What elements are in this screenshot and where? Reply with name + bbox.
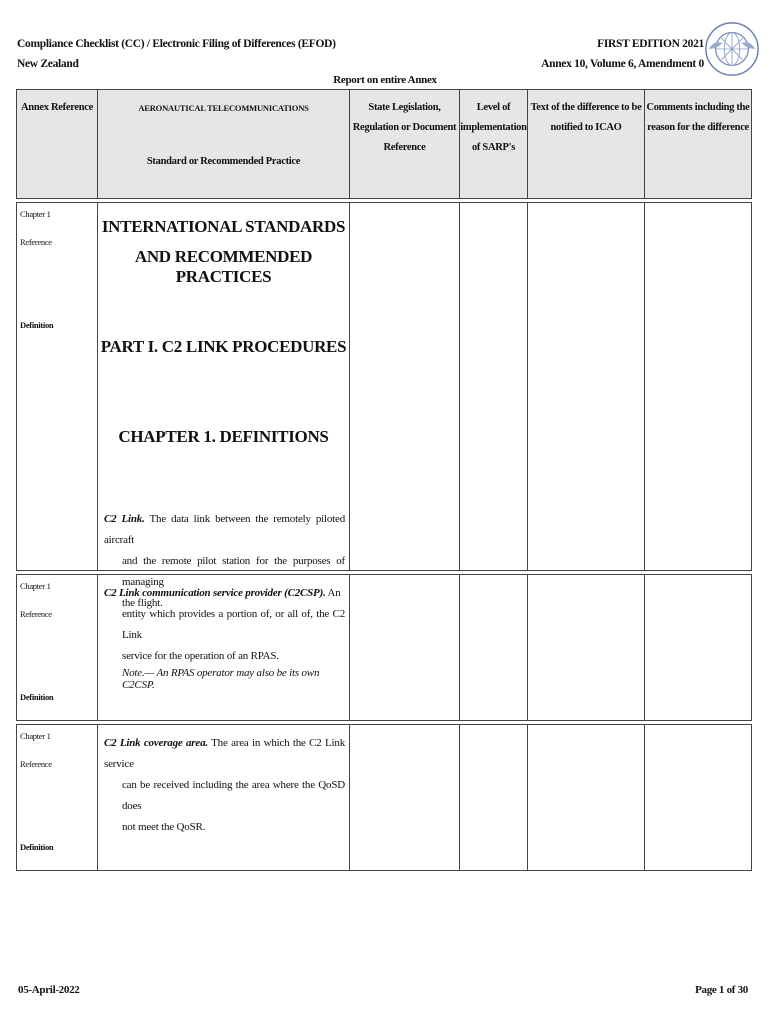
col-standard <box>98 90 350 199</box>
annex-info: Annex 10, Volume 6, Amendment 0 <box>541 58 704 70</box>
sarp-label: Standard or Recommended Practice <box>146 156 301 167</box>
part-heading: PART I. C2 LINK PROCEDURES <box>100 337 347 356</box>
annex-reference-cell <box>17 203 98 571</box>
annex-reference-cell <box>17 725 98 871</box>
document-header-left <box>17 34 336 74</box>
edition-label: FIRST EDITION 2021 <box>597 38 704 50</box>
difference-cell[interactable] <box>528 725 645 871</box>
comments-cell[interactable] <box>645 203 752 571</box>
difference-cell[interactable] <box>528 575 645 721</box>
reference-label: Reference <box>20 759 52 769</box>
definition-label: Definition <box>20 692 54 702</box>
implementation-cell[interactable] <box>460 203 528 571</box>
checklist-title: Compliance Checklist (CC) / Electronic Filing of Differences (EFOD) <box>17 38 336 50</box>
definition-text: C2 Link coverage area. The area in which the C2 Link service can be received including the area where the QoSD does not meet the QoSR. <box>104 737 346 833</box>
definition-label: Definition <box>20 842 54 852</box>
legislation-cell[interactable] <box>350 203 460 571</box>
annex-title: AERONAUTICAL TELECOMMUNICATIONS <box>138 103 309 113</box>
icao-emblem-icon <box>703 20 761 78</box>
definition-label: Definition <box>20 320 54 330</box>
chapter-label: Chapter 1 <box>20 209 51 219</box>
difference-cell[interactable] <box>528 203 645 571</box>
col-state-legislation: State Legislation, Regulation or Document Reference <box>350 90 460 199</box>
comments-cell[interactable] <box>645 725 752 871</box>
col-annex-reference: Annex Reference <box>17 90 98 199</box>
report-scope: Report on entire Annex <box>333 74 437 86</box>
annex-reference-cell <box>17 575 98 721</box>
compliance-table <box>16 89 752 871</box>
defined-term: C2 Link communication service provider (C2CSP). <box>104 587 326 599</box>
definition-text: C2 Link. The data link between the remotely piloted aircraft and the remote pilot station for the purposes of managing the flight. <box>104 513 345 609</box>
table-row <box>17 725 752 871</box>
table-row <box>17 575 752 721</box>
document-header-right <box>541 34 704 74</box>
col-comments: Comments including the reason for the difference <box>645 90 752 199</box>
defined-term: C2 Link coverage area. <box>104 737 208 749</box>
legislation-cell[interactable] <box>350 725 460 871</box>
footer-date: 05-April-2022 <box>18 984 80 996</box>
note-text: Note.— An RPAS operator may also be its own C2CSP. <box>122 667 320 691</box>
comments-cell[interactable] <box>645 575 752 721</box>
implementation-cell[interactable] <box>460 725 528 871</box>
reference-label: Reference <box>20 237 52 247</box>
col-difference-text: Text of the difference to be notified to ICAO <box>528 90 645 199</box>
table-row <box>17 203 752 571</box>
standard-cell <box>98 725 350 871</box>
chapter-heading: CHAPTER 1. DEFINITIONS <box>118 427 329 446</box>
standard-cell <box>98 575 350 721</box>
reference-label: Reference <box>20 609 52 619</box>
table-header-row <box>17 90 752 199</box>
col-level-of-implementation: Level of implementation of SARP's <box>460 90 528 199</box>
sarp-heading-1: INTERNATIONAL STANDARDS <box>101 217 346 236</box>
sarp-heading-2: AND RECOMMENDED PRACTICES <box>134 247 313 286</box>
defined-term: C2 Link. <box>104 513 145 525</box>
chapter-label: Chapter 1 <box>20 581 51 591</box>
definition-text: C2 Link communication service provider (C2CSP). An entity which provides a portion of, or all of, the C2 Link service for the operation of an RPAS. <box>104 587 345 662</box>
legislation-cell[interactable] <box>350 575 460 721</box>
chapter-label: Chapter 1 <box>20 731 51 741</box>
page-number: Page 1 of 30 <box>695 984 748 996</box>
state-name: New Zealand <box>17 58 79 70</box>
implementation-cell[interactable] <box>460 575 528 721</box>
